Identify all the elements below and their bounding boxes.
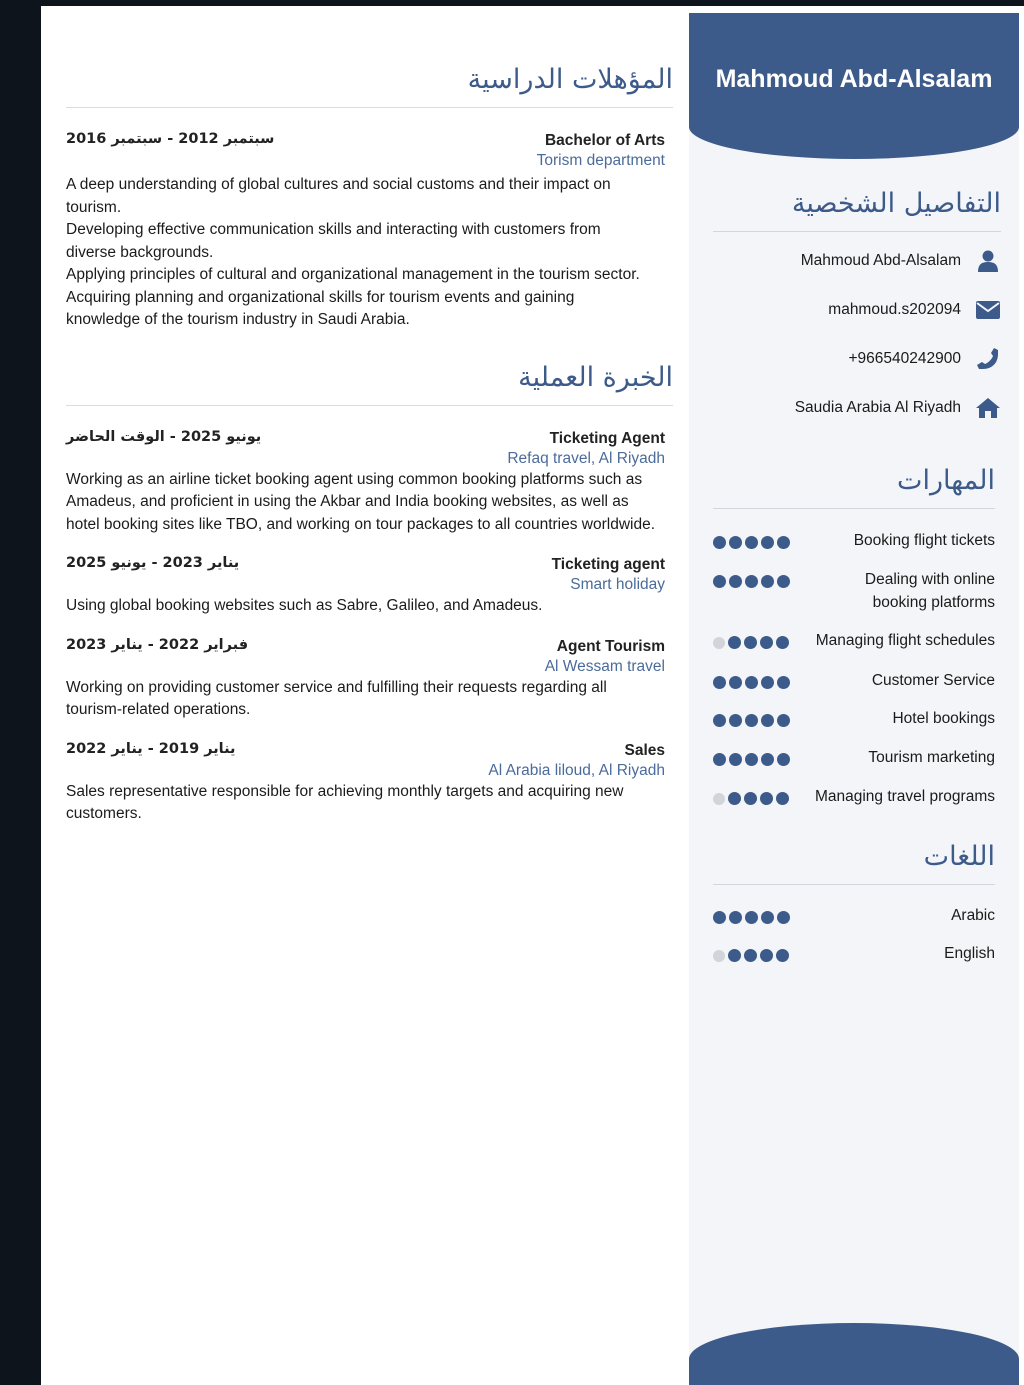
contact-name [713, 246, 1001, 276]
skill-level [713, 530, 790, 549]
language-row [713, 905, 995, 928]
language-label: Arabic [951, 907, 995, 924]
rating-dot-filled [777, 676, 790, 689]
rating-dot-filled [729, 536, 742, 549]
skill-row [713, 708, 995, 731]
rating-dot-filled [760, 636, 773, 649]
entry-date: يونيو 2025 - الوقت الحاضر [66, 428, 262, 445]
rating-dot-filled [745, 714, 758, 727]
desc-line: Developing effective communication skills and interacting with customers from diverse backgrounds. [66, 221, 601, 261]
experience-entry [66, 634, 673, 722]
skill-level [713, 747, 790, 766]
rating-dot-filled [713, 714, 726, 727]
rating-dot-filled [729, 575, 742, 588]
skill-level [713, 630, 789, 649]
contact-value: Mahmoud Abd-Alsalam [800, 252, 961, 269]
skill-row [713, 786, 995, 809]
experience-title: الخبرة العملية [66, 362, 673, 406]
skill-label: Managing flight schedules [815, 632, 995, 649]
rating-dot-filled [761, 676, 774, 689]
entry-date: يناير 2019 - يناير 2022 [66, 740, 236, 757]
entry-description: Sales representative responsible for achieving monthly targets and acquiring new customers. [66, 782, 624, 822]
rating-dot-filled [744, 636, 757, 649]
rating-dot-filled [777, 536, 790, 549]
rating-dot-filled [761, 911, 774, 924]
skill-label: Hotel bookings [892, 710, 995, 727]
rating-dot-filled [744, 949, 757, 962]
rating-dot-empty [713, 793, 725, 805]
rating-dot-filled [745, 753, 758, 766]
home-icon [975, 395, 1001, 421]
skill-row [713, 569, 995, 614]
personal-details-title: التفاصيل الشخصية [713, 188, 1001, 232]
desc-line: Applying principles of cultural and organizational management in the tourism sector. [66, 266, 640, 283]
envelope-icon [975, 297, 1001, 323]
rating-dot-filled [713, 575, 726, 588]
skills-title: المهارات [713, 465, 995, 509]
skill-level [713, 786, 789, 805]
rating-dot-filled [713, 753, 726, 766]
rating-dot-filled [713, 911, 726, 924]
skill-label: Dealing with online booking platforms [864, 571, 995, 611]
entry-description [66, 174, 659, 332]
rating-dot-filled [745, 536, 758, 549]
rating-dot-filled [745, 911, 758, 924]
entry-org: Al Arabia liloud, Al Riyadh [488, 761, 665, 779]
rating-dot-empty [713, 637, 725, 649]
entry-date: فبراير 2022 - يناير 2023 [66, 636, 249, 653]
rating-dot-filled [728, 636, 741, 649]
experience-entry [66, 738, 673, 826]
entry-description: Working as an airline ticket booking agent using common booking platforms such as Amadeus, and proficient in using the Akbar and India booking websites, as well as hotel booking sites like TBO, and working on tour packages to all countries worldwide. [66, 470, 656, 533]
language-label: English [944, 945, 995, 962]
rating-dot-filled [728, 949, 741, 962]
phone-icon [975, 346, 1001, 372]
sidebar [689, 13, 1019, 1385]
rating-dot-filled [744, 792, 757, 805]
language-level [713, 905, 790, 924]
user-icon [975, 248, 1001, 274]
languages-title: اللغات [713, 841, 995, 885]
rating-dot-filled [776, 949, 789, 962]
language-level [713, 943, 789, 962]
entry-org: Refaq travel, Al Riyadh [507, 449, 665, 467]
skill-row [713, 630, 995, 653]
experience-entry [66, 552, 673, 618]
resume-page [41, 6, 1024, 1385]
entry-role: Sales [624, 741, 665, 759]
main-column [66, 6, 673, 826]
entry-role: Agent Tourism [556, 637, 665, 655]
rating-dot-filled [713, 536, 726, 549]
entry-date: يناير 2023 - يونيو 2025 [66, 555, 240, 571]
skill-level [713, 708, 790, 727]
entry-org: Torism department [536, 152, 665, 169]
skill-row [713, 747, 995, 770]
candidate-name: Mahmoud Abd-Alsalam [715, 65, 993, 93]
entry-role: Ticketing agent [551, 556, 665, 573]
education-title: المؤهلات الدراسية [66, 64, 673, 108]
entry-date: سبتمبر 2012 - سبتمبر 2016 [66, 131, 275, 147]
rating-dot-filled [729, 753, 742, 766]
sidebar-footer [689, 1323, 1019, 1385]
rating-dot-filled [776, 792, 789, 805]
rating-dot-filled [777, 753, 790, 766]
rating-dot-filled [729, 714, 742, 727]
entry-org: Al Wessam travel [544, 657, 665, 675]
rating-dot-filled [761, 575, 774, 588]
rating-dot-filled [713, 676, 726, 689]
rating-dot-filled [777, 575, 790, 588]
rating-dot-filled [761, 753, 774, 766]
desc-line: A deep understanding of global cultures and social customs and their impact on tourism. [66, 176, 611, 216]
skill-row [713, 530, 995, 553]
skill-level [713, 569, 790, 588]
contact-email [713, 295, 1001, 325]
rating-dot-filled [761, 536, 774, 549]
rating-dot-filled [745, 676, 758, 689]
contact-value: Saudia Arabia Al Riyadh [794, 399, 961, 416]
rating-dot-filled [729, 911, 742, 924]
contact-address [713, 393, 1001, 423]
contact-phone [713, 344, 1001, 374]
skill-row [713, 670, 995, 693]
rating-dot-filled [777, 714, 790, 727]
rating-dot-filled [728, 792, 741, 805]
skill-label: Customer Service [871, 672, 995, 689]
contact-value: +966540242900 [848, 350, 961, 367]
rating-dot-filled [760, 792, 773, 805]
entry-org: Smart holiday [570, 576, 665, 593]
entry-role: Ticketing Agent [549, 429, 665, 447]
rating-dot-filled [777, 911, 790, 924]
rating-dot-filled [729, 676, 742, 689]
rating-dot-filled [761, 714, 774, 727]
skill-label: Tourism marketing [868, 749, 995, 766]
desc-line: Acquiring planning and organizational skills for tourism events and gaining knowledge of the tourism industry in Saudi Arabia. [66, 288, 575, 328]
rating-dot-filled [760, 949, 773, 962]
entry-description: Working on providing customer service and fulfilling their requests regarding all tourism-related operations. [66, 678, 607, 718]
rating-dot-filled [776, 636, 789, 649]
skill-level [713, 670, 790, 689]
sidebar-header [689, 13, 1019, 159]
rating-dot-filled [745, 575, 758, 588]
entry-role: Bachelor of Arts [544, 132, 665, 149]
skill-label: Managing travel programs [814, 788, 995, 805]
language-row [713, 943, 995, 966]
experience-entry [66, 426, 673, 537]
education-entry [66, 128, 673, 332]
rating-dot-empty [713, 950, 725, 962]
contact-value: mahmoud.s202094 [828, 301, 961, 318]
entry-description: Using global booking websites such as Sabre, Galileo, and Amadeus. [66, 597, 543, 614]
skill-label: Booking flight tickets [853, 532, 995, 549]
